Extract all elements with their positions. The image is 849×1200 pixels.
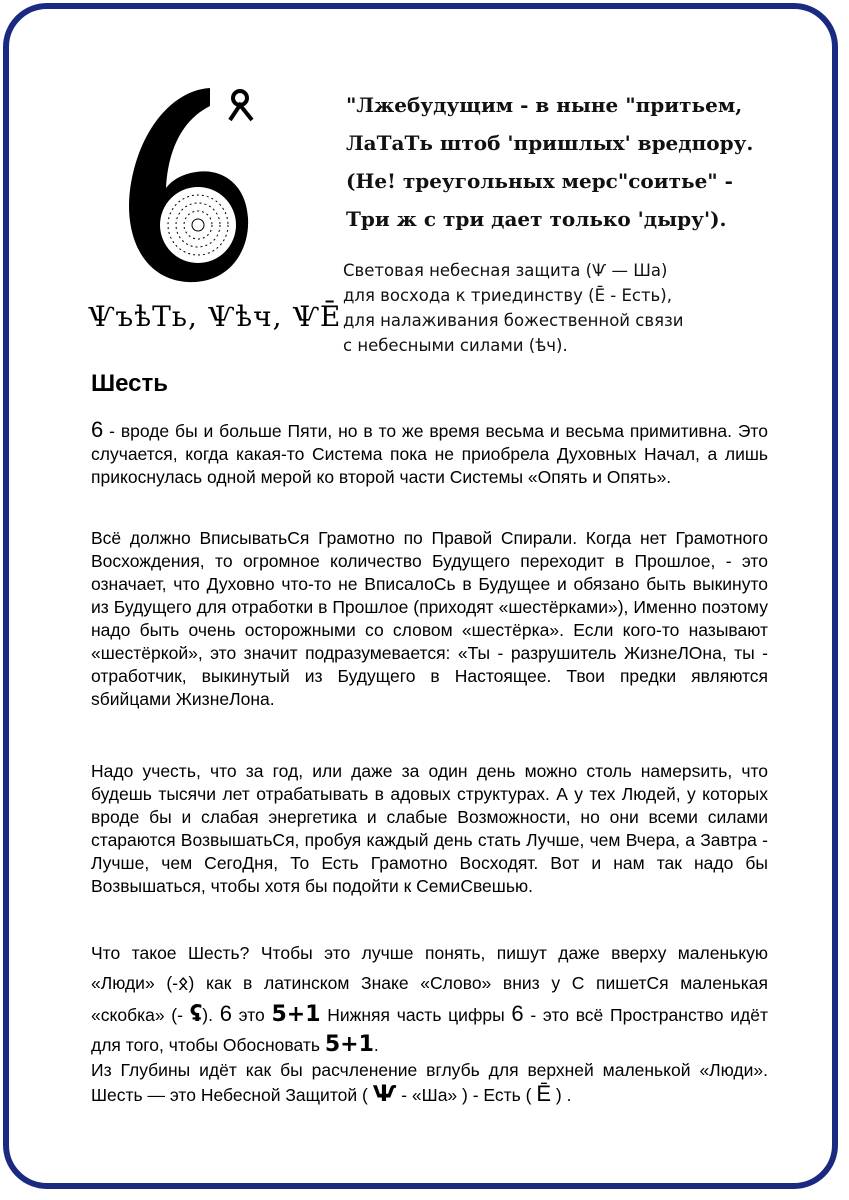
caption-line: для налаживания божественной связи [343, 311, 684, 330]
six-emblem [118, 80, 268, 290]
paragraph-text: - вроде бы и больше Пяти, но в то же время весьма и весьма примитивна. Это случается, когда какая-то Система пока не приобрела Духовных Начал, а лишь прикоснулась одной мерой ко второй части Системы «Опять и Опять». [91, 421, 768, 487]
est-glyph: Ē [536, 1081, 552, 1106]
section-title: Шесть [91, 370, 169, 397]
five-plus-one: 5+1 [324, 1032, 374, 1057]
paragraph-text: ). [202, 1005, 220, 1025]
skobka-glyph: ʢ [189, 1002, 203, 1027]
caption-block [343, 258, 783, 358]
paragraph-text: Нижняя часть цифры [320, 1005, 512, 1025]
digit-six: 6 [91, 417, 104, 442]
sha-glyph: Ѱ [372, 1082, 397, 1107]
ludi-glyph: ᛟ [177, 974, 189, 994]
poem-line: ЛаТаТь штоб 'пришлых' вредпору. [346, 131, 754, 155]
paragraph-3: Надо учесть, что за год, или даже за один день можно столь намерsить, что будешь тысячи лет отрабатывать в адовых структурах. А у тех Людей, у которых вроде бы и слабая энергетика и слабые Возможности, но они всеми силами стараются ВозвышатьСя, пробуя каждый день стать Лучше, чем Вчера, а Завтра - Лучше, чем СегоДня, То Есть Грамотно Восходят. Вот и нам так надо бы Возвышаться, чтобы хотя бы подойти к СемиСвешью. [91, 761, 768, 896]
paragraph-text: ) как в латинском Знаке «Слово» вниз у С пишетСя маленькая «скобка» (- [91, 973, 768, 1025]
paragraph-text: . [373, 1035, 379, 1055]
poem-block [346, 86, 766, 238]
paragraph-text: Что такое Шесть? Чтобы это лучше понять, пишут даже вверху маленькую «Люди» (- [91, 943, 768, 993]
digit-six: 6 [511, 1001, 524, 1026]
digit-six: 6 [219, 1001, 232, 1026]
old-script-glyphs: ѰъѣТь, Ѱѣч, ѰĒ [88, 300, 342, 333]
caption-line: для восхода к триединству (Ē - Есть), [343, 286, 672, 305]
paragraph-5 [91, 1058, 768, 1107]
paragraph-text: - «Ша» ) - Есть ( [396, 1085, 537, 1105]
paragraph-text: ) . [551, 1085, 572, 1105]
poem-line: (Не! треугольных мерс"соитье" - [346, 169, 733, 193]
paragraph-1 [91, 418, 768, 489]
poem-line: Три ж с три дает только 'дыру'). [346, 207, 727, 231]
caption-line: Световая небесная защита (Ѱ — Ша) [343, 261, 668, 280]
caption-line: с небесными силами (ѣч). [343, 336, 568, 355]
paragraph-text: это [231, 1005, 272, 1025]
paragraph-text: Из Глубины идёт как бы расчленение вглубь для верхней маленькой «Люди». Шесть — это Небесной Защитой ( [91, 1060, 768, 1105]
paragraph-text: - это всё Пространство идёт для того, чтобы Обосновать [91, 1005, 768, 1055]
paragraph-2: Всё должно ВписыватьСя Грамотно по Правой Спирали. Когда нет Грамотного Восхождения, то огромное количество Будущего переходит в Прошлое, - это означает, что Духовно что-то не ВписалоСь в Будущее и обязано быть выкинуто из Будущего для отработки в Прошлое (приходят «шестёрками»), Именно поэтому надо быть очень осторожными со словом «шестёрка». Если кого-то называют «шестёркой», это значит подразумевается: «Ты - разрушитель ЖизнеЛОна, ты - отработчик, выкинутый из Будущего в Настоящее. Твои предки являются sбийцами ЖизнеЛона. [91, 528, 768, 709]
paragraph-4 [91, 938, 768, 1060]
poem-line: "Лжебудущим - в ныне "притьем, [346, 93, 743, 117]
five-plus-one: 5+1 [271, 1002, 321, 1027]
